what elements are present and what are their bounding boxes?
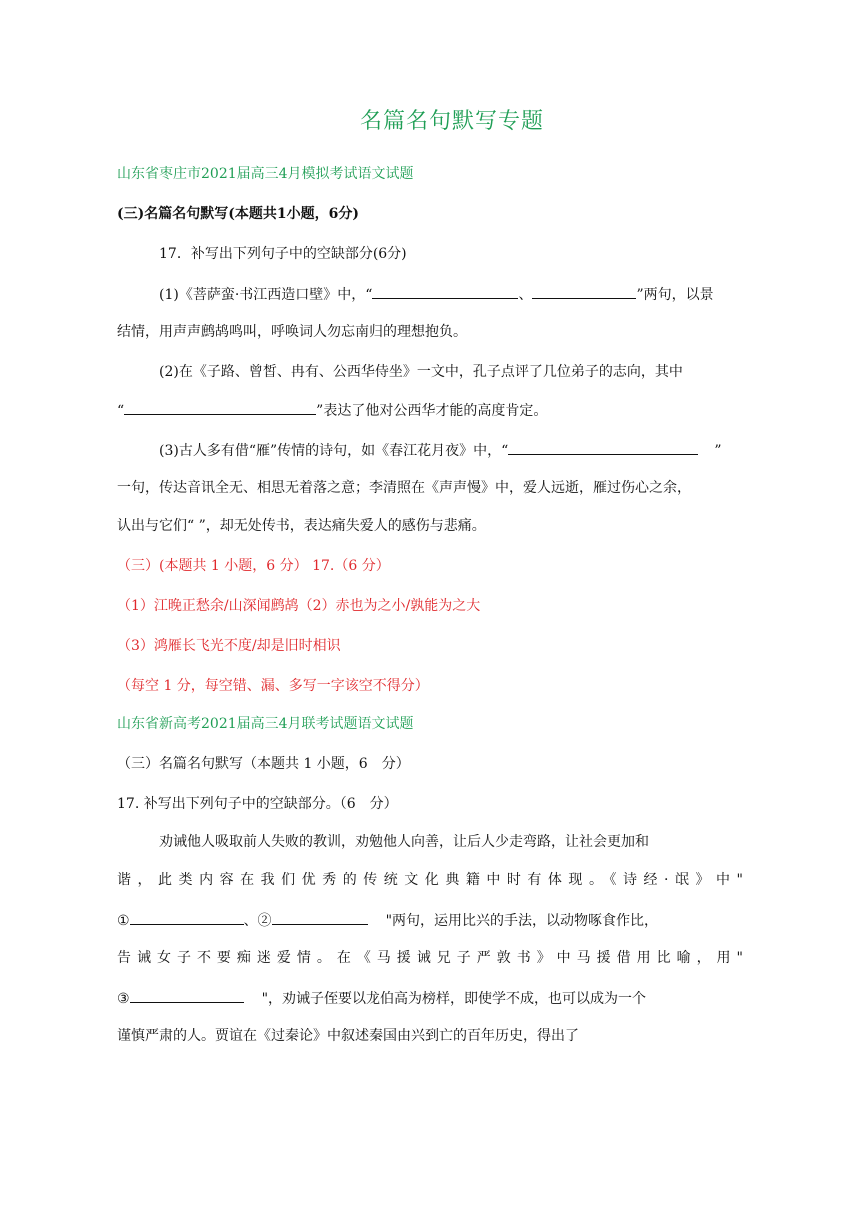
- text: (3)古人多有借“雁”传情的诗句，如《春江花月夜》中，“: [159, 443, 509, 459]
- passage-line-5: [117, 988, 646, 1009]
- question-17-a: 17．补写出下列句子中的空缺部分(6分): [159, 246, 407, 262]
- question-17-b: 17. 补写出下列句子中的空缺部分。（6 分）: [117, 796, 398, 812]
- answer-line-1: （三）(本题共 1 小题，6 分） 17.（6 分）: [117, 558, 390, 574]
- text: ”两句，以景: [636, 287, 714, 303]
- text: ③: [117, 991, 130, 1007]
- item-1-line-2: 结情，用声声鹧鸪鸣叫，呼唤词人勿忘南归的理想抱负。: [117, 324, 467, 340]
- answer-line-4: （每空 1 分，每空错、漏、多写一字该空不得分）: [117, 678, 429, 694]
- blank-7[interactable]: [130, 988, 244, 1003]
- answer-line-2: （1）江晚正愁余/山深闻鹧鸪（2）赤也为之小/孰能为之大: [117, 598, 481, 614]
- item-3-line-1: [159, 440, 721, 461]
- item-1-line-1: [159, 284, 714, 305]
- passage-line-2: 谐，此类内容在我们优秀的传统文化典籍中时有体现。《诗经·氓》中": [117, 872, 743, 888]
- text: ”表达了他对公西华才能的高度肯定。: [316, 403, 548, 419]
- text: 、: [518, 287, 533, 303]
- item-2-line-1: (2)在《子路、曾皙、冉有、公西华侍坐》一文中，孔子点评了几位弟子的志向，其中: [159, 364, 683, 380]
- section-heading-2: （三）名篇名句默写（本题共 1 小题，6 分）: [117, 756, 410, 772]
- section-heading-1: (三)名篇名句默写(本题共1小题，6分): [117, 206, 359, 222]
- text: ①: [117, 913, 130, 929]
- text: ”: [714, 443, 722, 459]
- page-title: 名篇名句默写专题: [359, 109, 544, 134]
- item-3-line-3: 认出与它们“ ”，却无处传书，表达痛失爱人的感伤与悲痛。: [117, 518, 486, 534]
- blank-5[interactable]: [130, 910, 244, 925]
- passage-line-1: 劝诫他人吸取前人失败的教训，劝勉他人向善，让后人少走弯路，让社会更加和: [159, 834, 649, 850]
- text: "两句，运用比兴的手法，以动物啄食作比，: [385, 913, 659, 929]
- passage-line-3: [117, 910, 658, 931]
- text: “: [117, 403, 125, 419]
- blank-3[interactable]: [124, 400, 316, 415]
- blank-1[interactable]: [372, 284, 518, 299]
- blank-4[interactable]: [508, 440, 698, 455]
- answer-line-3: （3）鸿雁长飞光不度/却是旧时相识: [117, 638, 341, 654]
- passage-line-4: 告诫女子不要痴迷爱情。在《马援诫兄子严敦书》中马援借用比喻，用": [117, 950, 743, 966]
- text: (1)《菩萨蛮·书江西造口壁》中，“: [159, 287, 373, 303]
- blank-6[interactable]: [272, 910, 368, 925]
- source-line-2: 山东省新高考2021届高三4月联考试题语文试题: [117, 716, 414, 732]
- item-2-line-2: [117, 400, 547, 421]
- text: 、②: [243, 913, 272, 929]
- item-3-line-2: 一句，传达音讯全无、相思无着落之意；李清照在《声声慢》中，爱人远逝，雁过伤心之余，: [117, 480, 691, 496]
- blank-2[interactable]: [532, 284, 636, 299]
- passage-line-6: 谨慎严肃的人。贾谊在《过秦论》中叙述秦国由兴到亡的百年历史，得出了: [117, 1028, 579, 1044]
- source-line-1: 山东省枣庄市2021届高三4月模拟考试语文试题: [117, 166, 414, 182]
- text: "，劝诫子侄要以龙伯高为榜样，即使学不成，也可以成为一个: [261, 991, 647, 1007]
